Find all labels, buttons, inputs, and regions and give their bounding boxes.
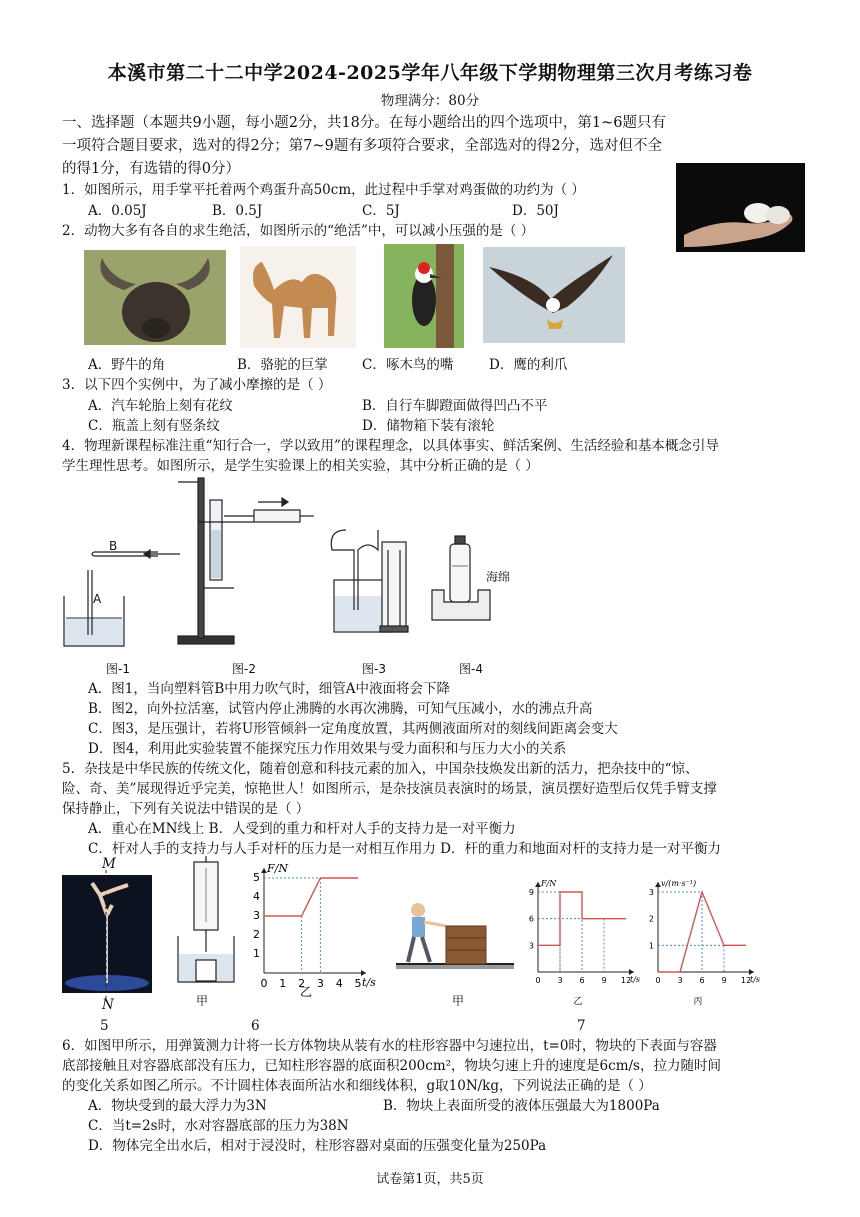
q5-options-ab: A．重心在MN线上 B．人受到的重力和杆对人手的支持力是一对平衡力 [88,821,516,837]
fig1-drawing [64,550,180,646]
q1-option-c: C．5J [362,203,400,219]
fig3-caption: 图-3 [362,662,386,676]
fig1-label-a: A [93,592,102,606]
q3-stem: 3．以下四个实例中，为了减小摩擦的是（ ） [62,377,332,393]
figure-number-5: 5 [100,1018,109,1034]
x-tick-label: 4 [335,977,343,990]
fig4-caption: 图-4 [459,662,483,676]
y-tick-label: 3 [528,941,534,951]
y-axis-label: F/N [267,862,288,875]
x-axis-label: t/s [362,976,376,989]
fig4-sponge-label: 海绵 [486,570,511,584]
y-tick-label: 1 [648,941,654,951]
y-tick-label: 3 [253,909,260,922]
x-tick-label: 9 [601,976,607,985]
chart-caption: 乙 [299,985,313,999]
q1-option-a: A．0.05J [88,203,147,219]
q2-option-b: B．骆驼的巨掌 [237,357,328,373]
q4-option-c: C．图3，是压强计，若将U形管倾斜一定角度放置，其两侧液面所对的刻线间距离会变大 [88,721,618,737]
section-instructions-line1: 一、选择题（本题共9小题，每小题2分，共18分。在每小题给出的四个选项中，第1~6题只有 [62,115,666,131]
q3-option-b: B．自行车脚蹬面做得凹凸不平 [362,398,548,414]
x-tick-label: 0 [535,976,541,985]
x-axis-label: t/s [630,975,640,984]
q5-options-cd: C．杆对人手的支持力与人手对杆的压力是一对相互作用力 D．杆的重力和地面对杆的支持力是一对平衡力 [88,841,721,857]
woodpecker-photo [384,244,464,348]
q1-stem: 1．如图所示，用手掌平托着两个鸡蛋升高50cm，此过程中手掌对鸡蛋做的功约为（ ） [62,182,585,198]
mn-dashed-line [105,870,107,1000]
fig1-caption: 图-1 [106,662,130,676]
q3-option-c: C．瓶盖上刻有竖条纹 [88,418,220,434]
exam-title: 本溪市第二十二中学2024-2025学年八年级下学期物理第三次月考练习卷 [107,62,753,84]
x-tick-label: 5 [354,977,362,990]
q6-stem-line2: 底部接触且对容器底部没有压力，已知柱形容器的底面积200cm²，物块匀速上升的速度是6cm/s，拉力随时间 [62,1058,721,1074]
y-axis-label: v/(m·s⁻¹) [661,879,697,888]
q5-stem-line3: 保持静止，下列有关说法中错误的是（ ） [62,801,310,817]
q3-option-d: D．储物箱下装有滚轮 [362,418,495,434]
y-tick-label: 1 [253,947,260,960]
x-tick-label: 6 [579,976,585,985]
y-tick-label: 3 [648,888,654,897]
page-footer: 试卷第1页，共5页 [376,1172,484,1187]
q4-option-d: D．图4，利用此实验装置不能探究压力作用效果与受力面积和与压力大小的关系 [88,741,567,757]
spring-scale-container-drawing [170,856,242,986]
child-pushing-box-drawing [396,900,514,970]
q6-option-b: B．物块上表面所受的液体压强最大为1800Pa [383,1098,660,1114]
q6-option-c: C．当t=2s时，水对容器底部的压力为38N [88,1118,349,1134]
q6-stem-line1: 6．如图甲所示，用弹簧测力计将一长方体物块从装有水的柱形容器中匀速拉出，t=0时，物块的下表面与容器 [62,1038,717,1054]
q6-stem-line3: 的变化关系如图乙所示。不计圆柱体表面所沾水和细线体积，g取10N/kg，下列说法正确的是（ ） [62,1078,652,1094]
camel-photo [240,246,356,348]
q2-option-a: A．野牛的角 [88,357,166,373]
caption-jia-6: 甲 [196,994,209,1008]
caption-jia-7: 甲 [452,994,465,1008]
chart-q6-force-time [244,850,379,1000]
fig3-drawing [331,530,408,632]
fig2-caption: 图-2 [232,662,256,676]
q2-option-c: C．啄木鸟的嘴 [362,357,454,373]
fig4-drawing [432,536,490,620]
x-tick-label: 2 [298,977,306,990]
q1-option-d: D．50J [512,203,559,219]
y-tick-label: 5 [253,871,260,884]
q1-option-b: B．0.5J [212,203,263,219]
y-tick-label: 4 [253,890,260,903]
eagle-photo [483,247,625,343]
figure-number-7: 7 [577,1018,586,1034]
chart-caption: 乙 [573,997,583,1007]
acrobat-photo [62,875,152,993]
q2-stem: 2．动物大多有各自的求生绝活，如图所示的“绝活”中，可以减小压强的是（ ） [62,223,535,239]
q2-option-d: D．鹰的利爪 [489,357,568,373]
y-axis-label: F/N [541,879,557,888]
label-m: M [102,856,116,872]
q5-stem-line2: 险、奇、美”展现得近乎完美，惊艳世人！如图所示，是杂技演员表演时的场景，演员摆好造型后仅凭手臂支撑 [62,781,717,797]
chart-q7-force-time [522,874,640,1008]
section-instructions-line3: 的得1分，有选错的得0分） [62,161,240,177]
q3-option-a: A．汽车轮胎上刻有花纹 [88,398,233,414]
q6-option-a: A．物块受到的最大浮力为3N [88,1098,267,1114]
x-tick-label: 12 [620,976,632,985]
buffalo-photo [84,250,226,345]
x-tick-label: 3 [677,976,683,985]
figure-number-6: 6 [251,1018,260,1034]
q4-stem-line2: 学生理性思考。如图所示，是学生实验课上的相关实验，其中分析正确的是（ ） [62,458,539,474]
x-tick-label: 9 [721,976,727,985]
series-line [264,878,358,916]
exam-subtitle: 物理满分：80分 [380,93,480,109]
q4-stem-line1: 4．物理新课程标准注重“知行合一，学以致用”的课程理念，以具体事实、鲜活案例、生活经验和基本概念引导 [62,438,719,454]
q6-option-d: D．物体完全出水后，相对于浸没时，柱形容器对桌面的压强变化量为250Pa [88,1138,547,1154]
y-tick-label: 9 [528,888,534,897]
y-tick-label: 2 [648,914,654,924]
q4-figures [58,470,498,680]
chart-q7-velocity-time [642,874,782,1008]
section-instructions-line2: 一项符合题目要求，选对的得2分；第7~9题有多项符合要求，全部选对的得2分，选对但不全 [62,138,663,154]
fig2-drawing [178,478,314,644]
hand-eggs-photo [676,163,805,252]
label-n: N [102,997,114,1013]
x-tick-label: 1 [279,977,287,990]
x-tick-label: 0 [260,977,268,990]
x-tick-label: 0 [655,976,661,985]
x-tick-label: 6 [699,976,705,985]
x-tick-label: 3 [316,977,324,990]
chart-caption: 丙 [693,997,703,1007]
q5-stem-line1: 5．杂技是中华民族的传统文化，随着创意和科技元素的加入，中国杂技焕发出新的活力，把杂技中的“惊、 [62,761,699,777]
x-tick-label: 3 [557,976,563,985]
y-tick-label: 6 [528,914,534,924]
y-tick-label: 2 [253,928,260,941]
fig1-label-b: B [109,539,118,553]
q4-option-b: B．图2，向外拉活塞，试管内停止沸腾的水再次沸腾，可知气压减小，水的沸点升高 [88,701,593,717]
x-tick-label: 12 [740,976,752,985]
q4-option-a: A．图1，当向塑料管B中用力吹气时，细管A中液面将会下降 [88,681,451,697]
x-axis-label: t/s [750,975,761,984]
